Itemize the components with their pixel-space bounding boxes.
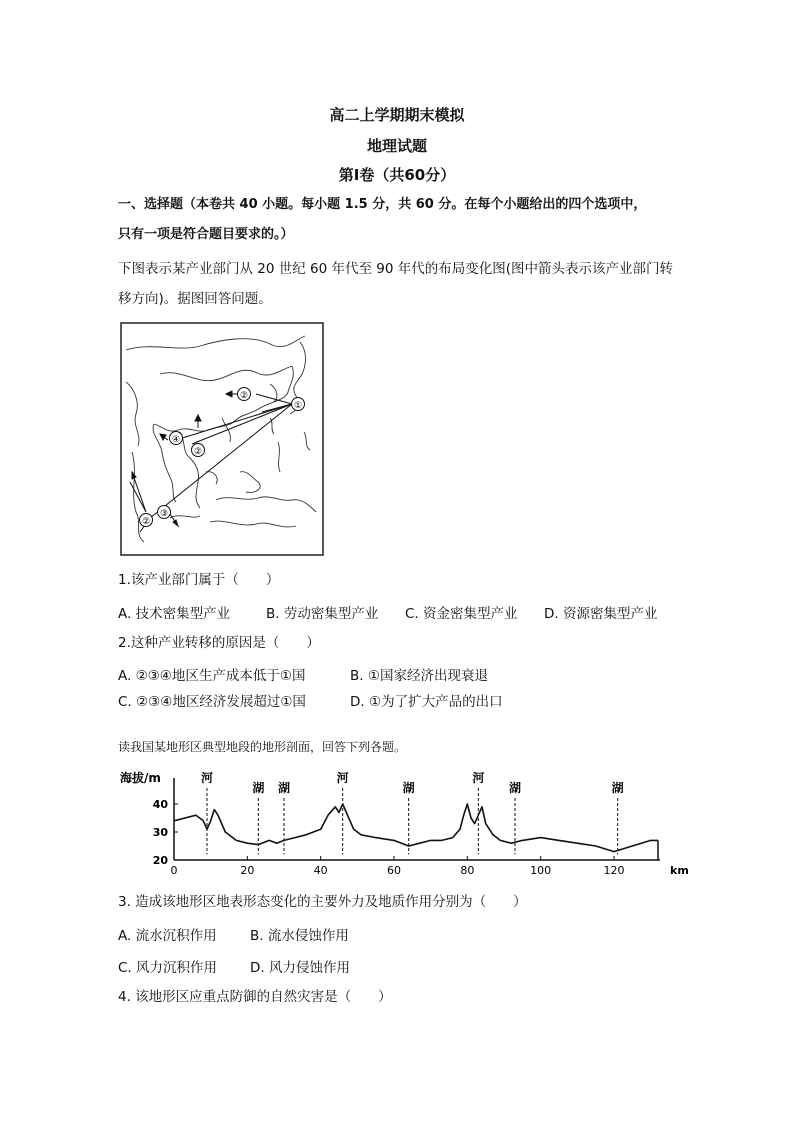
marker-4: ④ bbox=[171, 435, 181, 445]
x-tick-label: 0 bbox=[170, 864, 178, 877]
marker-2a: ② bbox=[239, 391, 249, 401]
lake-label: 湖 bbox=[508, 781, 522, 795]
question-3-stem: 3. 造成该地形区地表形态变化的主要外力及地质作用分别为（ ） bbox=[118, 894, 527, 910]
y-tick-label: 30 bbox=[152, 826, 168, 839]
q1-option-b[interactable]: B. 劳动密集型产业 bbox=[266, 606, 379, 622]
lake-label: 湖 bbox=[402, 781, 415, 795]
x-tick-label: 40 bbox=[313, 864, 328, 877]
q1-option-d[interactable]: D. 资源密集型产业 bbox=[544, 606, 658, 622]
x-tick-label: 100 bbox=[530, 864, 552, 877]
q2-option-b[interactable]: B. ①国家经济出现衰退 bbox=[350, 668, 488, 684]
x-tick-label: 120 bbox=[603, 864, 625, 877]
intro-line1: 下图表示某产业部门从 20 世纪 60 年代至 90 年代的布局变化图(图中箭头表示该产业部门转 bbox=[118, 261, 674, 277]
terrain-profile-chart bbox=[118, 768, 692, 884]
marker-2c: ② bbox=[141, 517, 151, 527]
industry-transfer-map bbox=[120, 322, 324, 556]
chart-ylabel: 海拔/m bbox=[120, 771, 161, 785]
question-2-stem: 2.这种产业转移的原因是（ ） bbox=[118, 635, 320, 651]
river-label: 河 bbox=[472, 771, 485, 785]
question-1-stem: 1.该产业部门属于（ ） bbox=[118, 572, 280, 588]
section-heading-line1: 一、选择题（本卷共 40 小题。每小题 1.5 分，共 60 分。在每个小题给出的四个选项中， bbox=[118, 197, 647, 212]
lake-label: 湖 bbox=[277, 781, 291, 795]
river-label: 河 bbox=[336, 771, 349, 785]
question-4-stem: 4. 该地形区应重点防御的自然灾害是（ ） bbox=[118, 989, 392, 1005]
subject-title: 地理试题 bbox=[366, 137, 427, 155]
q2-option-a[interactable]: A. ②③④地区生产成本低于①国 bbox=[118, 668, 306, 684]
section-heading-line2: 只有一项是符合题目要求的。） bbox=[118, 227, 294, 242]
q1-option-a[interactable]: A. 技术密集型产业 bbox=[118, 606, 231, 622]
q3-option-a[interactable]: A. 流水沉积作用 bbox=[118, 928, 217, 944]
marker-2b: ② bbox=[193, 447, 203, 457]
q3-option-c[interactable]: C. 风力沉积作用 bbox=[118, 960, 218, 976]
y-tick-label: 40 bbox=[152, 798, 168, 811]
marker-1: ① bbox=[293, 401, 303, 411]
q3-option-b[interactable]: B. 流水侵蚀作用 bbox=[250, 928, 349, 944]
x-tick-label: 60 bbox=[387, 864, 401, 877]
volume-title: 第Ⅰ卷（共60分） bbox=[338, 166, 456, 184]
exam-title: 高二上学期期末模拟 bbox=[329, 106, 465, 124]
q2-option-c[interactable]: C. ②③④地区经济发展超过①国 bbox=[118, 694, 306, 710]
profile-intro: 读我国某地形区典型地段的地形剖面，回答下列各题。 bbox=[118, 740, 407, 754]
y-tick-label: 20 bbox=[152, 854, 168, 867]
x-tick-label: 20 bbox=[240, 864, 255, 877]
intro-line2: 移方向)。据图回答问题。 bbox=[118, 291, 272, 307]
x-unit-label: km bbox=[670, 864, 689, 877]
q3-option-d[interactable]: D. 风力侵蚀作用 bbox=[250, 960, 350, 976]
q2-option-d[interactable]: D. ①为了扩大产品的出口 bbox=[350, 694, 503, 710]
x-tick-label: 80 bbox=[460, 864, 475, 877]
q1-option-c[interactable]: C. 资金密集型产业 bbox=[405, 606, 518, 622]
lake-label: 湖 bbox=[611, 781, 624, 795]
terrain-profile-line bbox=[174, 804, 658, 852]
marker-3: ③ bbox=[159, 509, 169, 519]
lake-label: 湖 bbox=[252, 781, 265, 795]
river-label: 河 bbox=[200, 771, 214, 785]
